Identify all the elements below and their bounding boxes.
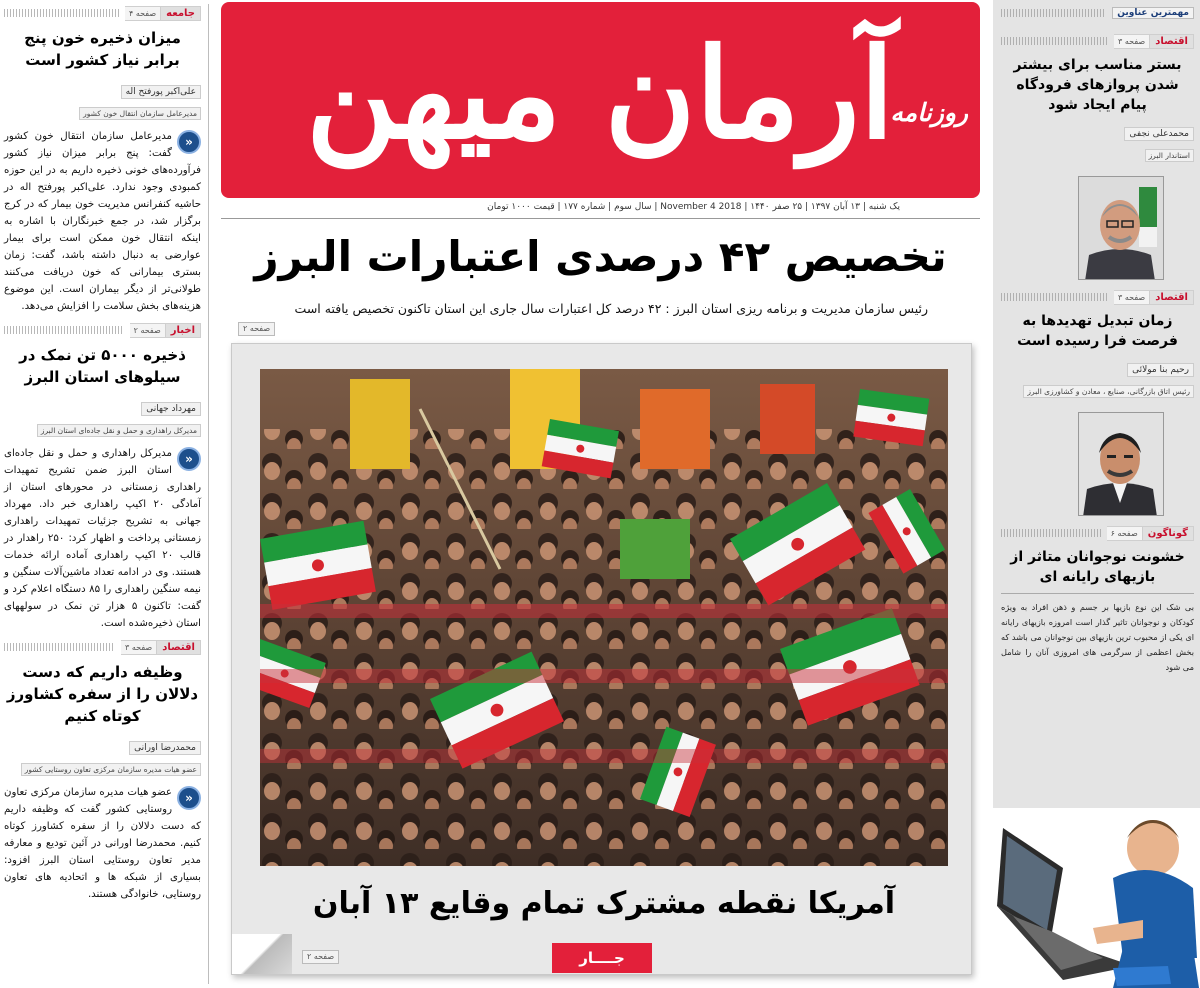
left-story-1[interactable] <box>4 4 201 315</box>
divider <box>1001 593 1194 594</box>
masthead[interactable] <box>221 2 980 198</box>
left-column <box>0 0 207 988</box>
story-body-text: مدیرعامل سازمان انتقال خون کشور گفت: پنج برابر میزان نیاز کشور فرآورده‌های خونی ذخیره داریم به در این حوزه کمبودی وجود ندارد. علی‌اکبر پورفتح اله در حاشیه کنفرانس مدیریت خون بیمار که در کرج برگزار شد، در جمع خبرنگاران با اشاره به اینکه انتقال خون ممکن است برای بیمار عوارضی به دنبال داشته باشد، گفت: زمان بستری بیمارانی که خون دریافت می‌کنند طولانی‌تر از دیگر بیماران است. این موضوع هزینه‌های بخش سلامت را افزایش می‌دهد. <box>4 131 201 312</box>
lead-photo[interactable] <box>260 369 948 866</box>
page-reference: صفحه ۳ <box>1114 34 1149 49</box>
author-role: عضو هیات مدیره سازمان مرکزی تعاون روستایی کشور <box>21 763 201 776</box>
story-headline[interactable]: زمان تبدیل تهدیدها به فرصت فرا رسیده است <box>1017 313 1178 349</box>
story-body <box>4 784 201 903</box>
right-story-1[interactable] <box>1001 32 1194 280</box>
newspaper-subtitle: روزنامه <box>890 98 968 127</box>
author-name: محمدعلی نجفی <box>1124 127 1194 141</box>
kicker-row <box>1001 32 1194 50</box>
double-chevron-icon: « <box>177 130 201 154</box>
kicker-row <box>4 321 201 339</box>
column-divider <box>208 4 209 984</box>
author-name: رحیم بنا مولائی <box>1127 363 1194 377</box>
author-name: محمدرضا اورانی <box>129 741 201 755</box>
kicker-label: جامعه <box>160 6 201 21</box>
page-reference: صفحه ۴ <box>125 6 160 21</box>
story-headline[interactable]: میزان ذخیره خون پنج برابر نیاز کشور است <box>24 29 181 69</box>
story-body: بی شک این نوع بازیها بر جسم و ذهن افراد به ویژه کودکان و نوجوانان تاثیر گذار است امروزه بازیهای رایانه ای یکی از محبوب ترین بازیهای بین نوجوانان می باشد که بخش اعظمی از سرگرمی های امروزی آنان را شامل می شود <box>1001 602 1194 672</box>
story-body <box>4 128 201 315</box>
main-subheadline: رئیس سازمان مدیریت و برنامه ریزی استان البرز : ۴۲ درصد کل اعتبارات سال جاری این استان تاکنون تخصیص یافته است <box>294 301 928 316</box>
kicker-label: اقتصاد <box>156 640 201 655</box>
kicker-label: اقتصاد <box>1149 34 1194 49</box>
author-name: علی‌اکبر پورفتح اله <box>121 85 201 99</box>
kicker-row <box>4 4 201 22</box>
author-role: مدیرکل راهداری و حمل و نقل جاده‌ای استان البرز <box>37 424 201 437</box>
page-reference: صفحه ۳ <box>1114 290 1149 305</box>
kicker-label: اقتصاد <box>1149 290 1194 305</box>
section-header <box>1001 4 1194 22</box>
author-role: مدیرعامل سازمان انتقال خون کشور <box>79 107 201 120</box>
story-body-text: مدیرکل راهداری و حمل و نقل جاده‌ای استان البرز ضمن تشریح تمهیدات راهداری زمستانی در محورهای استان از آمادگی ۲۰ اکیپ راهداری خبر داد. مهرداد جهانی به تشریح جزئیات تمهیدات راهداری زمستانی پرداخت و اظهار کرد: ۲۵۰ راهدار در قالب ۲۰ اکیپ راهداری آماده ارائه خدمات هستند. وی در ادامه تعداد ماشین‌آلات سنگین و نیمه سنگین راهداری را ۸۵ دستگاه اعلام کرد و گفت: تاکنون ۵ هزار تن نمک در سولههای استان ذخیره‌شده است. <box>4 448 201 629</box>
newspaper-title: آرمان میهن <box>306 22 895 167</box>
story-headline[interactable]: خشونت نوجوانان متاثر از بازیهای رایانه ای <box>1010 549 1185 585</box>
left-story-3[interactable] <box>4 638 201 903</box>
lead-photo-frame <box>231 343 972 975</box>
author-role: رئیس اتاق بازرگانی، صنایع ، معادن و کشاورزی البرز <box>1023 385 1194 398</box>
decorative-rule <box>4 643 115 651</box>
page-reference: صفحه ۲ <box>238 322 275 336</box>
left-story-2[interactable] <box>4 321 201 632</box>
brand-tag: جــــار <box>552 943 652 973</box>
story-body <box>4 445 201 632</box>
page-reference: صفحه ۲ <box>302 950 339 964</box>
page-curl <box>232 934 292 974</box>
decorative-rule <box>4 9 119 17</box>
author-role: استاندار البرز <box>1145 149 1194 162</box>
right-story-3[interactable] <box>1001 524 1194 675</box>
right-story-2[interactable] <box>1001 288 1194 516</box>
author-portrait <box>1078 412 1164 516</box>
right-column <box>993 0 1200 988</box>
issue-info: یک شنبه | ۱۳ آبان ۱۳۹۷ | ۲۵ صفر ۱۴۴۰ | 2018 November 4 | سال سوم | شماره ۱۷۷ | قیمت ۱۰۰۰ تومان <box>487 202 900 212</box>
center-column <box>213 0 987 988</box>
page-reference: صفحه ۶ <box>1107 526 1142 541</box>
kicker-row <box>4 638 201 656</box>
decorative-rule <box>1001 37 1108 45</box>
story-body-text: عضو هیات مدیره سازمان مرکزی تعاون روستایی کشور گفت که وظیفه داریم که دست دلالان را از سفره کشاورز کوتاه کنیم. محمدرضا اورانی در آئین تودیع و معارفه مدیر تعاون روستایی استان البرز افزود: بسیاری از شبکه ها و اتحادیه های تعاون روستایی، خانوادگی هستند. <box>4 787 201 900</box>
double-chevron-icon: « <box>177 447 201 471</box>
author-portrait <box>1078 176 1164 280</box>
story-headline[interactable]: ذخیره ۵۰۰۰ تن نمک در سیلوهای استان البرز <box>19 346 186 386</box>
story-headline[interactable]: وظیفه داریم که دست دلالان را از سفره کشاورز کوتاه کنیم <box>6 663 199 725</box>
decorative-rule <box>1001 529 1101 537</box>
decorative-rule <box>1001 9 1106 17</box>
kicker-label: اخبار <box>165 323 201 338</box>
main-headline[interactable]: تخصیص ۴۲ درصدی اعتبارات البرز <box>254 232 947 281</box>
photo-caption[interactable]: آمریکا نقطه مشترک تمام وقایع ۱۳ آبان <box>312 886 896 921</box>
page-reference: صفحه ۳ <box>121 640 156 655</box>
section-label: مهمترین عناوین <box>1112 7 1194 19</box>
kicker-row <box>1001 288 1194 306</box>
kicker-label: گوناگون <box>1142 526 1194 541</box>
child-laptop-photo <box>993 808 1200 988</box>
author-name: مهرداد جهانی <box>141 402 201 416</box>
kicker-row <box>1001 524 1194 542</box>
decorative-rule <box>1001 293 1108 301</box>
story-headline[interactable]: بستر مناسب برای بیشتر شدن پروازهای فرودگاه پیام ایجاد شود <box>1013 57 1182 113</box>
double-chevron-icon: « <box>177 786 201 810</box>
divider <box>221 218 980 219</box>
page-reference: صفحه ۲ <box>130 323 165 338</box>
decorative-rule <box>4 326 124 334</box>
